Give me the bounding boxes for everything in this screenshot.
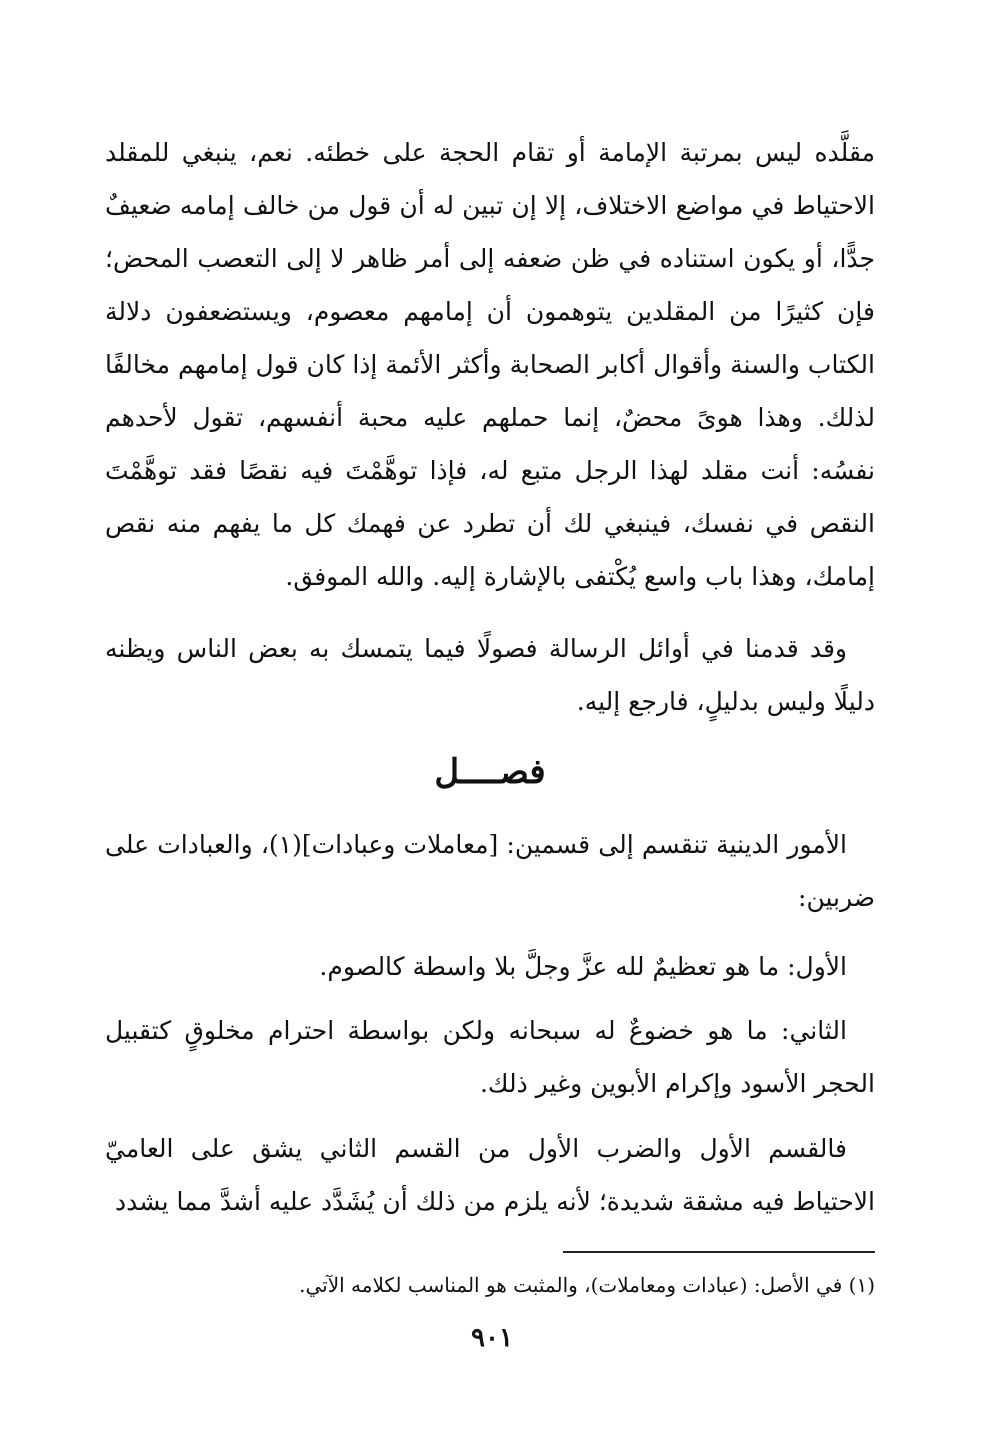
paragraph-hardship: فالقسم الأول والضرب الأول من القسم الثاني يشق على العاميّ الاحتياط فيه مشقة شديدة؛ لأنه يلزم من ذلك أن يُشَدَّد عليه أشدَّ مما يشدد — [105, 1134, 875, 1216]
section-heading: فصــــل — [434, 752, 546, 792]
footnote: (١) في الأصل: (عبادات ومعاملات)، والمثبت هو المناسب لكلامه الآتي. — [299, 1273, 875, 1297]
paragraph-earlier-sections: وقد قدمنا في أوائل الرسالة فصولًا فيما يتمسك به بعض الناس ويظنه دليلًا وليس بدليلٍ، فارجع إليه. — [105, 634, 875, 716]
page-number: ٩٠١ — [471, 1323, 513, 1353]
paragraph-second-type: الثاني: ما هو خضوعٌ له سبحانه ولكن بواسطة احترام مخلوقٍ كتقبيل الحجر الأسود وإكرام الأبوين وغير ذلك. — [105, 1016, 875, 1098]
paragraph-first-type: الأول: ما هو تعظيمٌ لله عزَّ وجلَّ بلا واسطة كالصوم. — [319, 952, 847, 981]
footnote-separator — [563, 1251, 875, 1253]
paragraph-muqallid-caution: مقلَّده ليس بمرتبة الإمامة أو تقام الحجة على خطئه. نعم، ينبغي للمقلد الاحتياط في مواضع الاختلاف، إلا إن تبين له أن قول من خالف إمامه ضعيفٌ جدًّا، أو يكون استناده في ظن ضعفه إلى أمر ظاهر لا إلى التعصب المحض؛ فإن كثيرًا من المقلدين يتوهمون أن إمامهم معصوم، ويستضعفون دلالة الكتاب والسنة وأقوال أكابر الصحابة وأكثر الأئمة إذا كان قول إمامهم مخالفًا لذلك. وهذا هوىً محضٌ، إنما حملهم عليه محبة أنفسهم، تقول لأحدهم نفسُه: أنت مقلد لهذا الرجل متبع له، فإذا توهَّمْتَ فيه نقصًا فقد توهَّمْتَ النقص في نفسك، فينبغي لك أن تطرد عن فهمك كل ما يفهم منه نقص إمامك، وهذا باب واسع يُكْتفى بالإشارة إليه. والله الموفق. — [105, 138, 875, 591]
paragraph-religious-matters: الأمور الدينية تنقسم إلى قسمين: [معاملات وعبادات](١)، والعبادات على ضربين: — [105, 830, 875, 912]
